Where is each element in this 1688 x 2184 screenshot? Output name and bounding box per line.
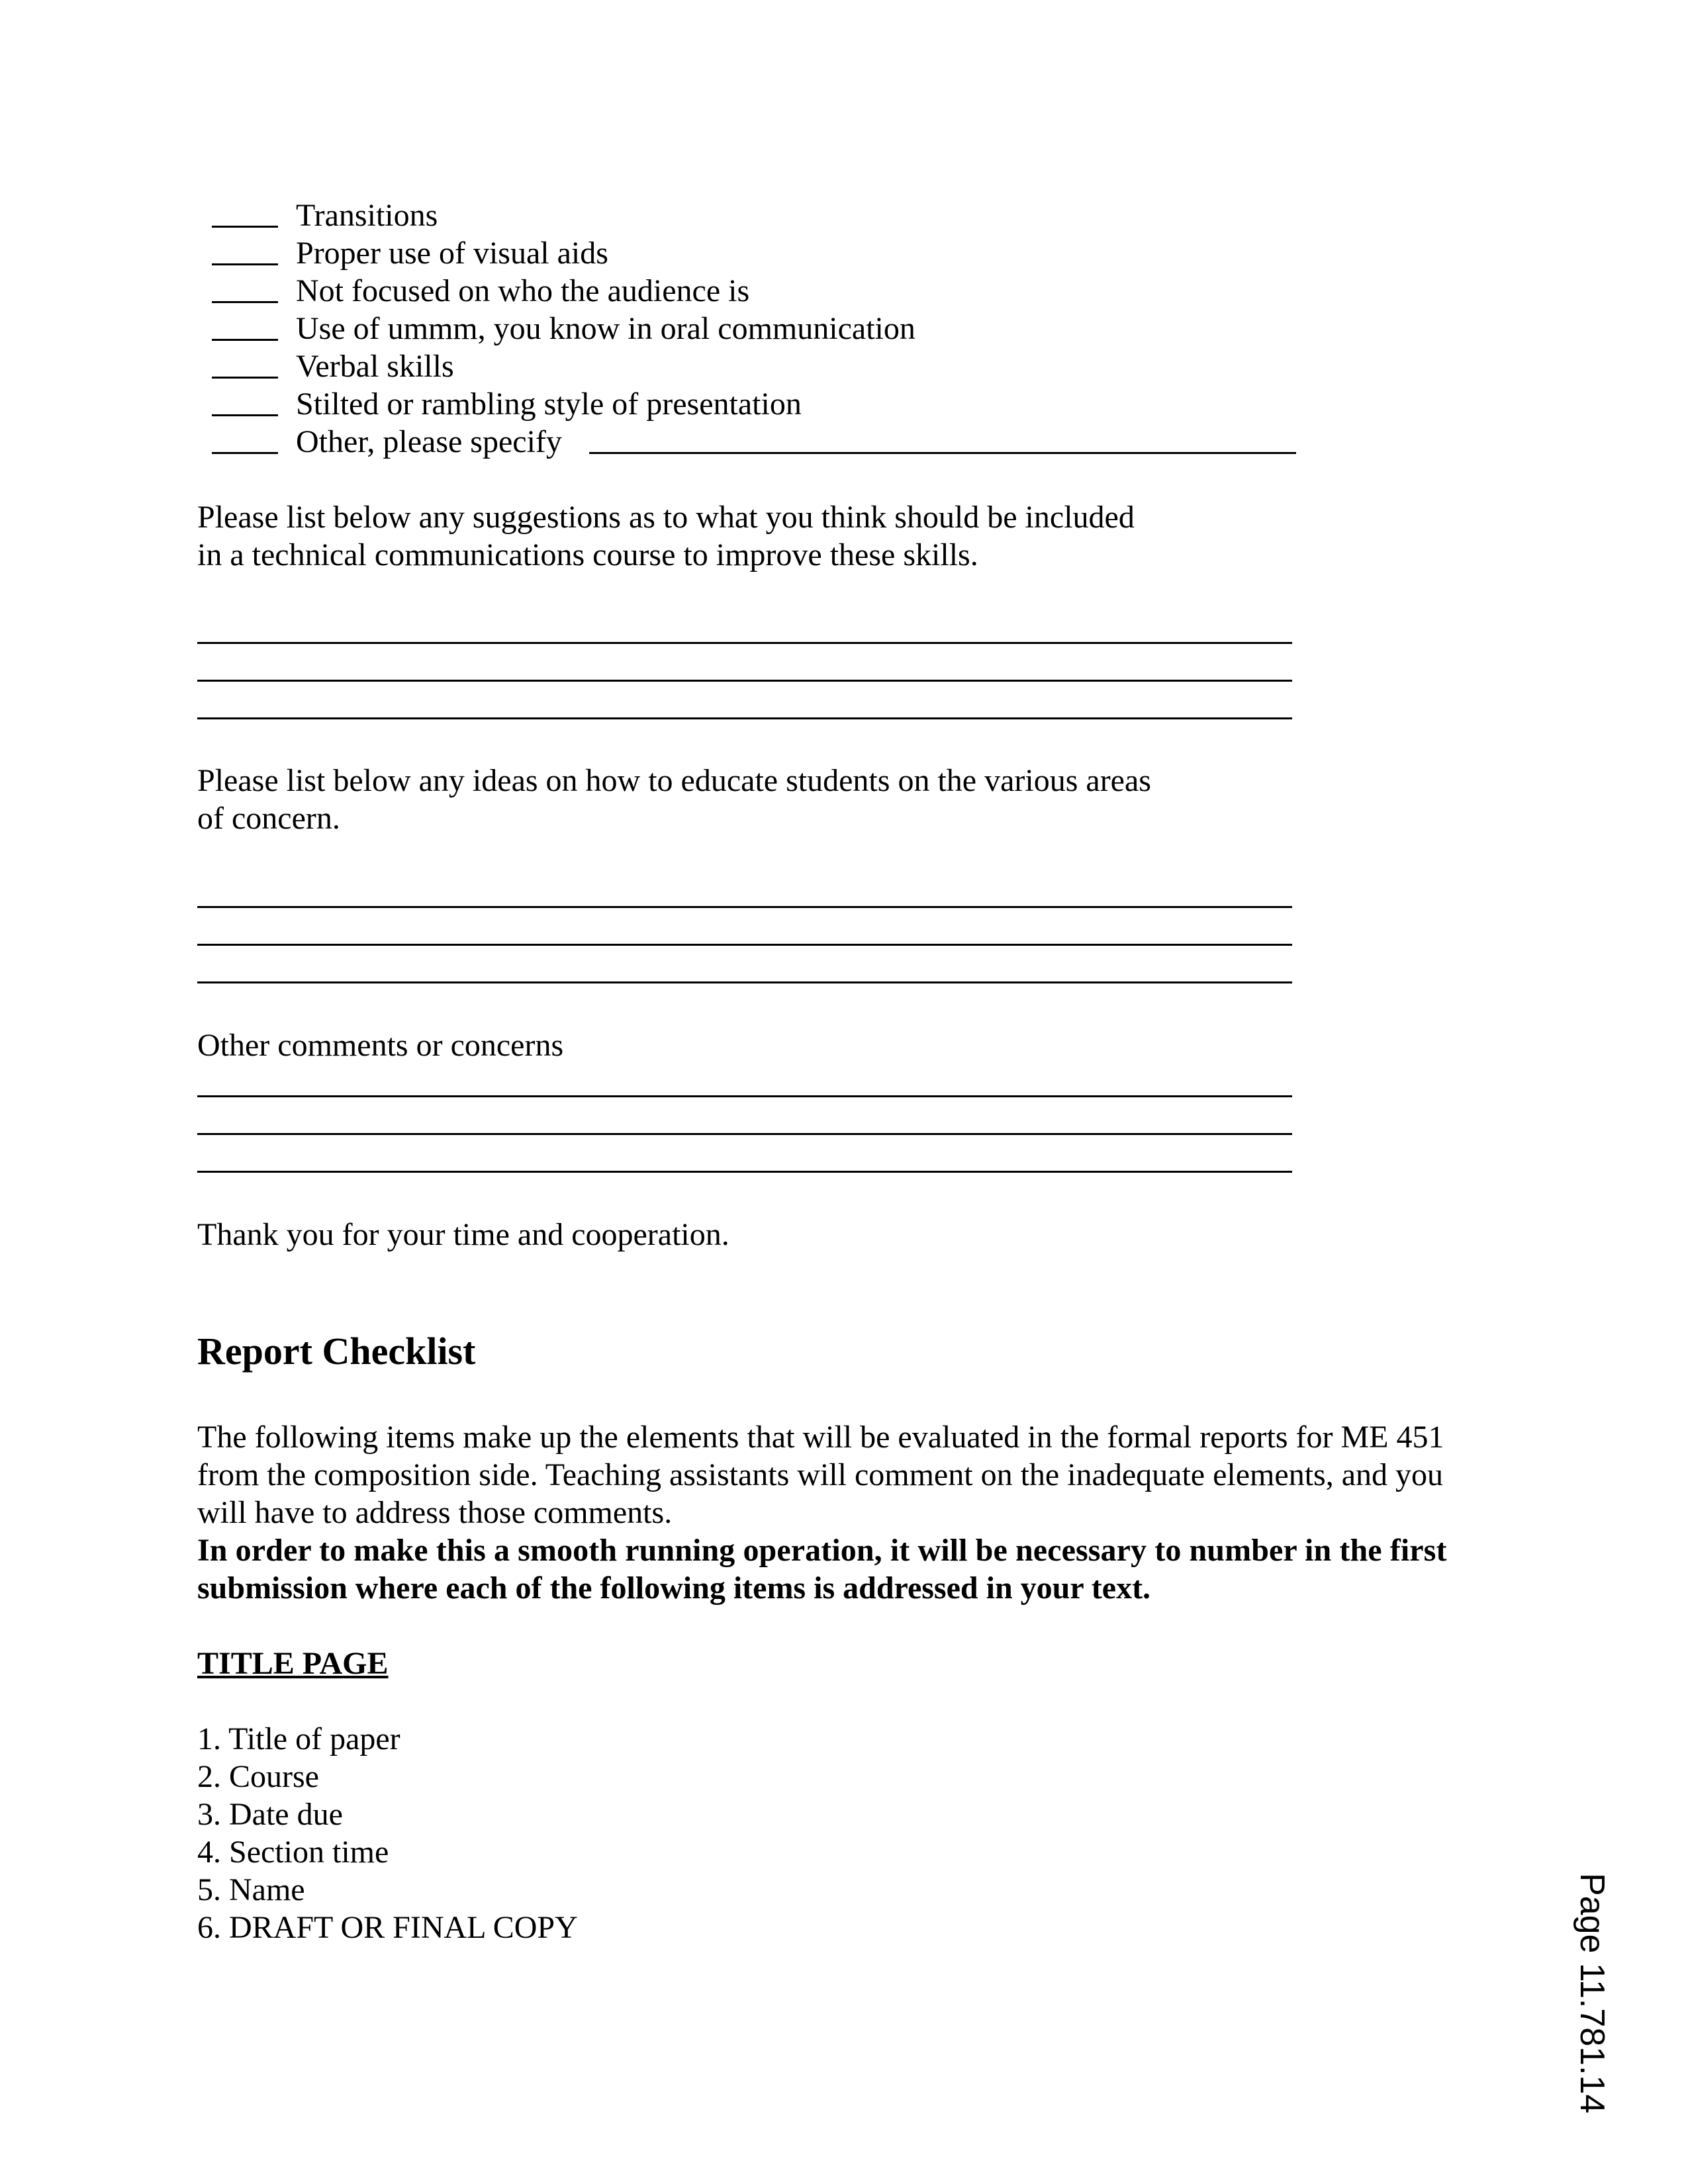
comments-answer-line[interactable] (197, 1171, 1292, 1173)
suggestions-answer-line[interactable] (197, 680, 1292, 682)
suggestions-answer-line[interactable] (197, 642, 1292, 644)
comments-answer-line[interactable] (197, 1133, 1292, 1135)
check-blank[interactable] (212, 301, 278, 303)
ideas-answer-line[interactable] (197, 981, 1292, 983)
intro-line: will have to address those comments. (197, 1495, 673, 1530)
check-blank[interactable] (212, 226, 278, 228)
suggestions-prompt-line: in a technical communications course to improve these skills. (197, 537, 978, 572)
title-page-item: 3. Date due (197, 1797, 343, 1832)
intro-line: The following items make up the elements that will be evaluated in the formal reports for ME 451 (197, 1420, 1444, 1455)
suggestions-prompt-line: Please list below any suggestions as to what you think should be included (197, 500, 1135, 535)
report-checklist-heading: Report Checklist (197, 1330, 476, 1373)
thank-you-text: Thank you for your time and cooperation. (197, 1217, 729, 1252)
title-page-item: 4. Section time (197, 1835, 389, 1870)
ideas-answer-line[interactable] (197, 906, 1292, 908)
checklist-item-label: Other, please specify (296, 424, 562, 459)
title-page-items (197, 1720, 578, 1946)
report-checklist-intro (197, 1418, 1447, 1607)
other-specify-field[interactable] (589, 452, 1296, 454)
intro-line: from the composition side. Teaching assistants will comment on the inadequate elements, and you (197, 1457, 1444, 1492)
checklist-item-label: Stilted or rambling style of presentation (296, 387, 802, 422)
title-page-section-title: TITLE PAGE (197, 1646, 389, 1681)
instruction-line: submission where each of the following items is addressed in your text. (197, 1570, 1151, 1606)
checklist-item-label: Proper use of visual aids (296, 236, 608, 271)
comments-answer-line[interactable] (197, 1095, 1292, 1097)
ideas-answer-line[interactable] (197, 944, 1292, 946)
ideas-prompt-line: of concern. (197, 801, 340, 836)
title-page-item: 1. Title of paper (197, 1721, 400, 1756)
checklist-item-label: Use of ummm, you know in oral communication (296, 311, 915, 346)
page-number: Page 11.781.14 (1573, 1873, 1611, 2114)
comments-prompt: Other comments or concerns (197, 1028, 564, 1063)
checklist-item-label: Transitions (296, 198, 438, 233)
check-blank[interactable] (212, 414, 278, 416)
check-blank[interactable] (212, 339, 278, 341)
title-page-item: 2. Course (197, 1759, 319, 1794)
instruction-line: In order to make this a smooth running operation, it will be necessary to number in the first (197, 1533, 1447, 1568)
checklist-item-label: Not focused on who the audience is (296, 273, 750, 308)
check-blank[interactable] (212, 263, 278, 265)
title-page-item: 5. Name (197, 1872, 305, 1907)
ideas-prompt (197, 762, 1151, 837)
title-page-item: 6. DRAFT OR FINAL COPY (197, 1910, 578, 1945)
check-blank[interactable] (212, 452, 278, 454)
suggestions-answer-line[interactable] (197, 717, 1292, 719)
check-blank[interactable] (212, 377, 278, 379)
ideas-prompt-line: Please list below any ideas on how to educate students on the various areas (197, 763, 1151, 798)
checklist-item-label: Verbal skills (296, 349, 454, 384)
suggestions-prompt (197, 498, 1135, 574)
